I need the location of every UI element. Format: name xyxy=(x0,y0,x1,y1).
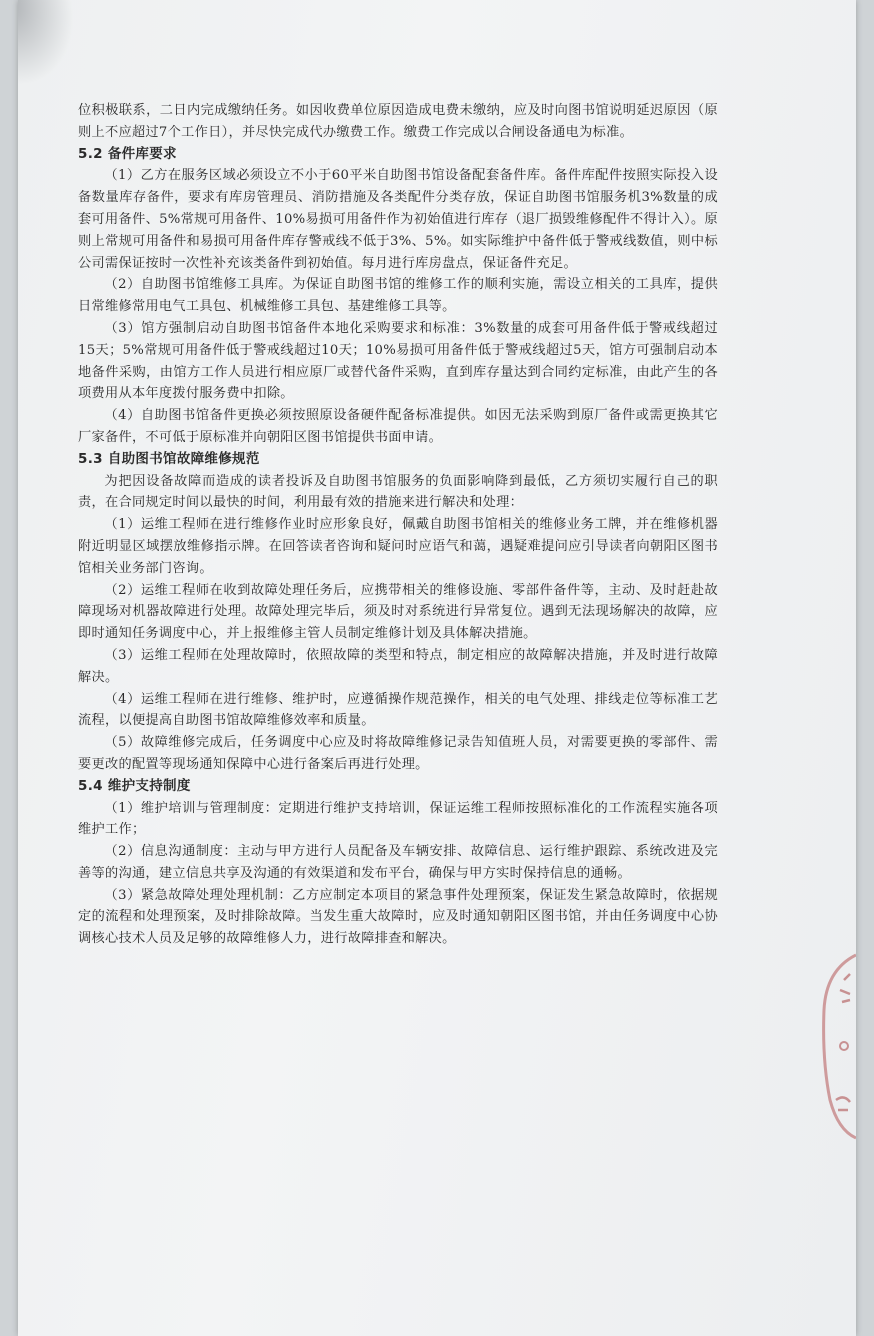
paragraph: （1）维护培训与管理制度：定期进行维护支持培训，保证运维工程师按照标准化的工作流程实施各项维护工作； xyxy=(78,800,718,838)
paragraph: （1）运维工程师在进行维修作业时应形象良好，佩戴自助图书馆相关的维修业务工牌，并在维修机器附近明显区域摆放维修指示牌。在回答读者咨询和疑问时应语气和蔼，遇疑难提问应引导读者向朝阳区图书馆相关业务部门咨询。 xyxy=(78,517,718,576)
paragraph: 位积极联系，二日内完成缴纳任务。如因收费单位原因造成电费未缴纳，应及时向图书馆说明延迟原因（原则上不应超过7个工作日），并尽快完成代办缴费工作。缴费工作完成以合闸设备通电为标准。 xyxy=(78,103,718,140)
paragraph: （2）信息沟通制度：主动与甲方进行人员配备及车辆安排、故障信息、运行维护跟踪、系统改进及完善等的沟通，建立信息共享及沟通的有效渠道和发布平台，确保与甲方实时保持信息的通畅。 xyxy=(78,844,718,881)
red-seal-stamp xyxy=(816,950,856,1140)
paragraph: 为把因设备故障而造成的读者投诉及自助图书馆服务的负面影响降到最低，乙方须切实履行自己的职责，在合同规定时间以最快的时间，利用最有效的措施来进行解决和处理： xyxy=(78,473,718,511)
document-page xyxy=(18,0,856,1336)
paragraph: （3）运维工程师在处理故障时，依照故障的类型和特点，制定相应的故障解决措施，并及时进行故障解决。 xyxy=(78,647,718,685)
paragraph: （3）馆方强制启动自助图书馆备件本地化采购要求和标准：3%数量的成套可用备件低于警戒线超过15天；5%常规可用备件低于警戒线超过10天；10%易损可用备件低于警戒线超过5天，馆方可强制启动本地备件采购，由馆方工作人员进行相应原厂或替代备件采购，直到库存量达到合同约定标准，由此产生的各项费用从本年度拨付服务费中扣除。 xyxy=(78,320,718,402)
section-heading: 5.3 自助图书馆故障维修规范 xyxy=(78,450,260,467)
seal-edge-icon xyxy=(816,950,856,1140)
paragraph: （1）乙方在服务区域必须设立不小于60平米自助图书馆设备配套备件库。备件库配件按照实际投入设备数量库存备件，要求有库房管理员、消防措施及各类配件分类存放，保证自助图书馆服务机3%数量的成套可用备件、5%常规可用备件、10%易损可用备件作为初始值进行库存（退厂损毁维修配件不得计入）。原则上常规可用备件和易损可用备件库存警戒线不低于3%、5%。如实际维护中备件低于警戒线数值，则中标公司需保证按时一次性补充该类备件到初始值。每月进行库房盘点，保证备件充足。 xyxy=(78,168,718,271)
paragraph: （2）自助图书馆维修工具库。为保证自助图书馆的维修工作的顺利实施，需设立相关的工具库，提供日常维修常用电气工具包、机械维修工具包、基建维修工具等。 xyxy=(78,277,718,315)
paragraph: （4）自助图书馆备件更换必须按照原设备硬件配备标准提供。如因无法采购到原厂备件或需更换其它厂家备件，不可低于原标准并向朝阳区图书馆提供书面申请。 xyxy=(78,408,718,445)
paragraph: （4）运维工程师在进行维修、维护时，应遵循操作规范操作，相关的电气处理、排线走位等标准工艺流程，以便提高自助图书馆故障维修效率和质量。 xyxy=(78,691,718,729)
document-body xyxy=(78,100,718,950)
paragraph: （3）紧急故障处理处理机制：乙方应制定本项目的紧急事件处理预案，保证发生紧急故障时，依据规定的流程和处理预案，及时排除故障。当发生重大故障时，应及时通知朝阳区图书馆，并由任务调度中心协调核心技术人员及足够的故障维修人力，进行故障排查和解决。 xyxy=(78,887,718,947)
page-corner-shadow xyxy=(18,0,96,92)
paragraph: （5）故障维修完成后，任务调度中心应及时将故障维修记录告知值班人员，对需要更换的零部件、需要更改的配置等现场通知保障中心进行备案后再进行处理。 xyxy=(78,735,718,772)
section-heading: 5.2 备件库要求 xyxy=(78,145,177,162)
paragraph: （2）运维工程师在收到故障处理任务后，应携带相关的维修设施、零部件备件等，主动、及时赶赴故障现场对机器故障进行处理。故障处理完毕后，须及时对系统进行异常复位。遇到无法现场解决的故障，应即时通知任务调度中心，并上报维修主管人员制定维修计划及具体解决措施。 xyxy=(78,582,718,642)
section-heading: 5.4 维护支持制度 xyxy=(78,777,191,794)
